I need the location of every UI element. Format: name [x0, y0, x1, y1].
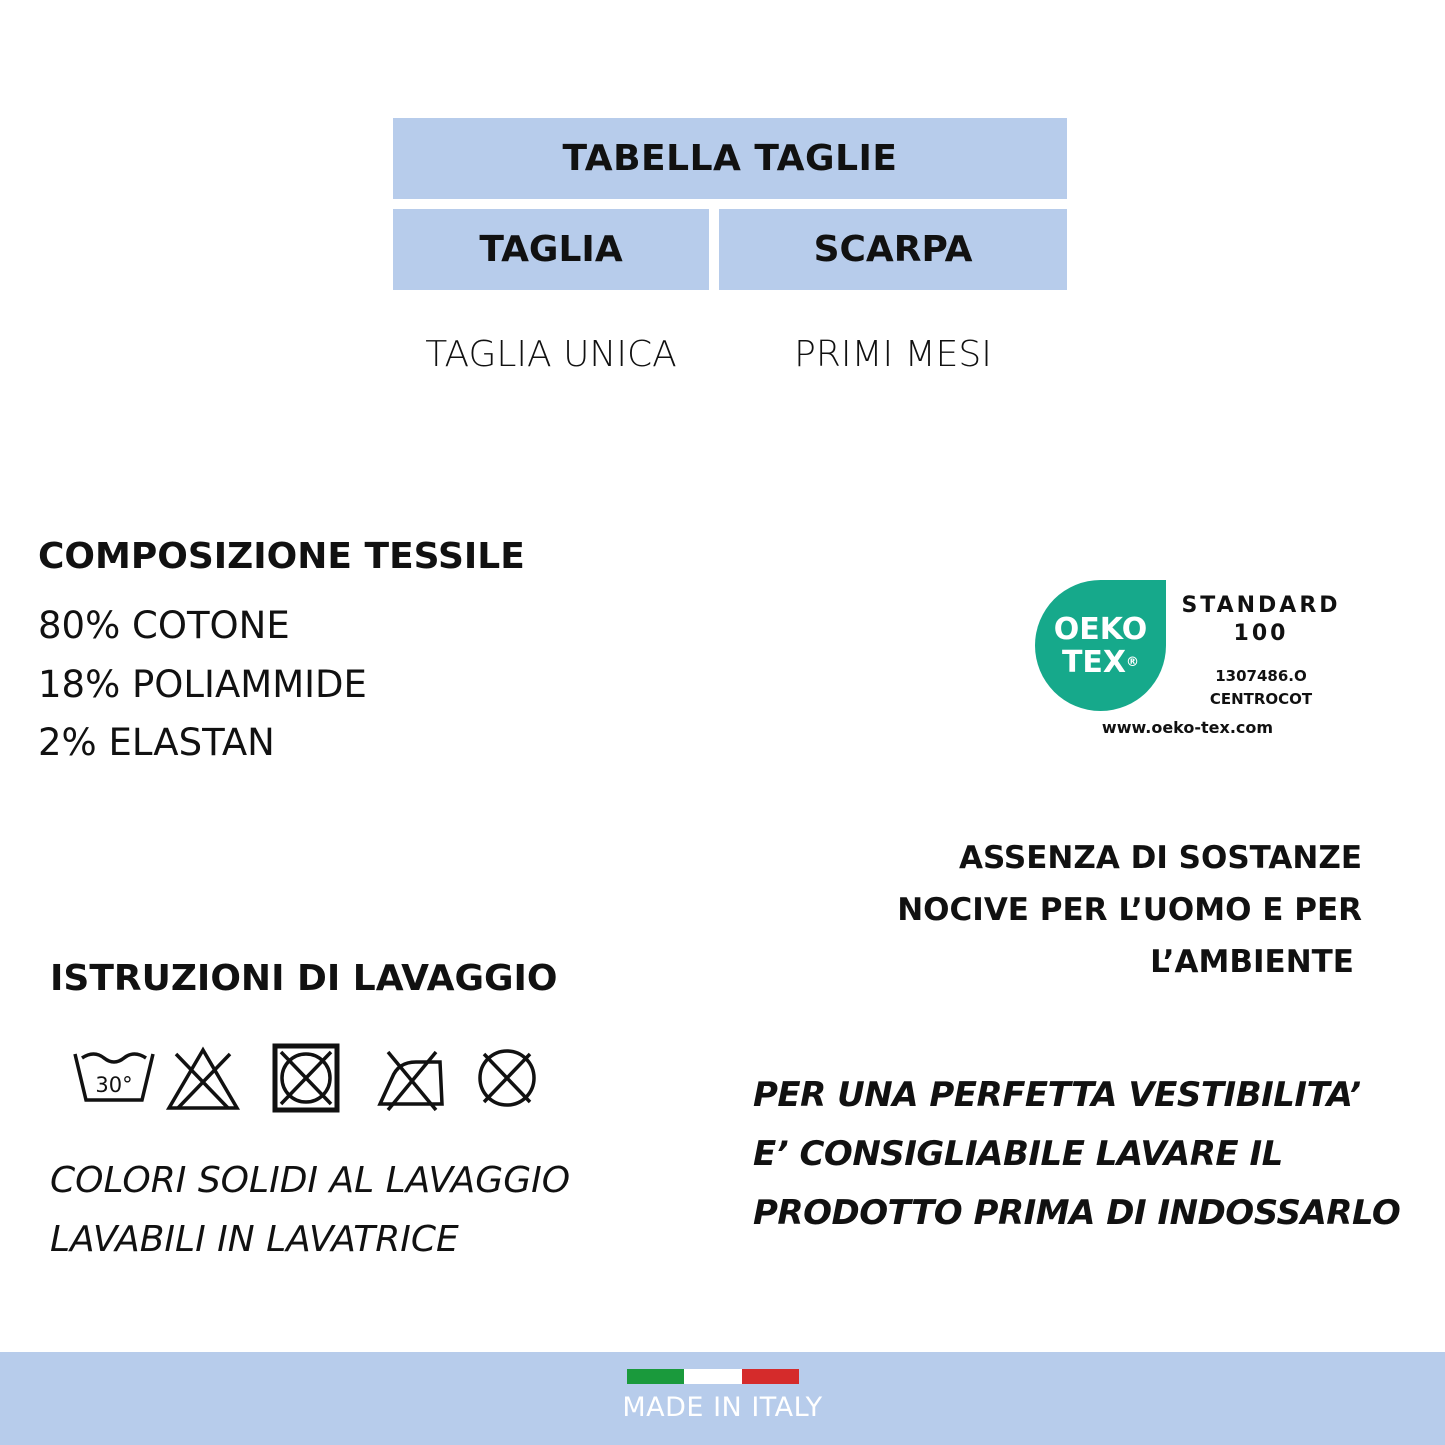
certification-institute: CENTROCOT [1209, 690, 1313, 708]
certification-details [1180, 665, 1342, 711]
flag-white [684, 1369, 741, 1384]
no-tumble-dry-icon [275, 1046, 337, 1110]
fit-note [753, 1066, 1401, 1243]
logo-text-tex: TEX® [1061, 644, 1140, 680]
made-in-italy: MADE IN ITALY [622, 1392, 823, 1423]
composition-title: COMPOSIZIONE TESSILE [38, 536, 525, 577]
washing-title: ISTRUZIONI DI LAVAGGIO [50, 958, 558, 999]
care-symbols [70, 1040, 550, 1120]
certificate-code: 1307486.O [1215, 667, 1307, 685]
absence-line: NOCIVE PER L’UOMO E PER [897, 892, 1362, 928]
no-bleach-icon [169, 1050, 237, 1108]
size-column-header: TAGLIA [393, 209, 709, 290]
absence-line: ASSENZA DI SOSTANZE [958, 840, 1362, 876]
composition-line-polyamide: 18% POLIAMMIDE [38, 663, 367, 706]
absence-note [842, 832, 1362, 988]
standard-label: STANDARD [1181, 593, 1341, 618]
wash-note-machine: LAVABILI IN LAVATRICE [50, 1219, 459, 1260]
certification-standard [1180, 592, 1342, 648]
certification-url: www.oeko-tex.com [1101, 718, 1274, 737]
wash-note-colorfast: COLORI SOLIDI AL LAVAGGIO [50, 1160, 571, 1201]
size-value: TAGLIA UNICA [425, 333, 677, 375]
size-table-title: TABELLA TAGLIE [393, 118, 1067, 199]
logo-text-oeko: OEKO [1053, 611, 1148, 647]
flag-green [627, 1369, 684, 1384]
fit-note-line: PER UNA PERFETTA VESTIBILITA’ [753, 1075, 1361, 1115]
no-dry-clean-icon [480, 1051, 534, 1105]
fit-note-line: PRODOTTO PRIMA DI INDOSSARLO [753, 1193, 1401, 1233]
registered-mark: ® [1126, 654, 1140, 670]
no-iron-icon [380, 1052, 442, 1110]
shoe-column-header: SCARPA [719, 209, 1067, 290]
svg-text:30°: 30° [95, 1073, 133, 1097]
italian-flag-icon [627, 1369, 799, 1384]
composition-line-elastane: 2% ELASTAN [38, 721, 275, 764]
standard-number: 100 [1233, 621, 1289, 646]
fit-note-line: E’ CONSIGLIABILE LAVARE IL [753, 1134, 1283, 1174]
flag-red [742, 1369, 799, 1384]
oeko-tex-logo [1035, 580, 1166, 711]
shoe-value: PRIMI MESI [794, 333, 992, 375]
absence-line: L’AMBIENTE [1150, 944, 1354, 980]
composition-line-cotton: 80% COTONE [38, 604, 290, 647]
wash-30-icon [75, 1054, 153, 1100]
